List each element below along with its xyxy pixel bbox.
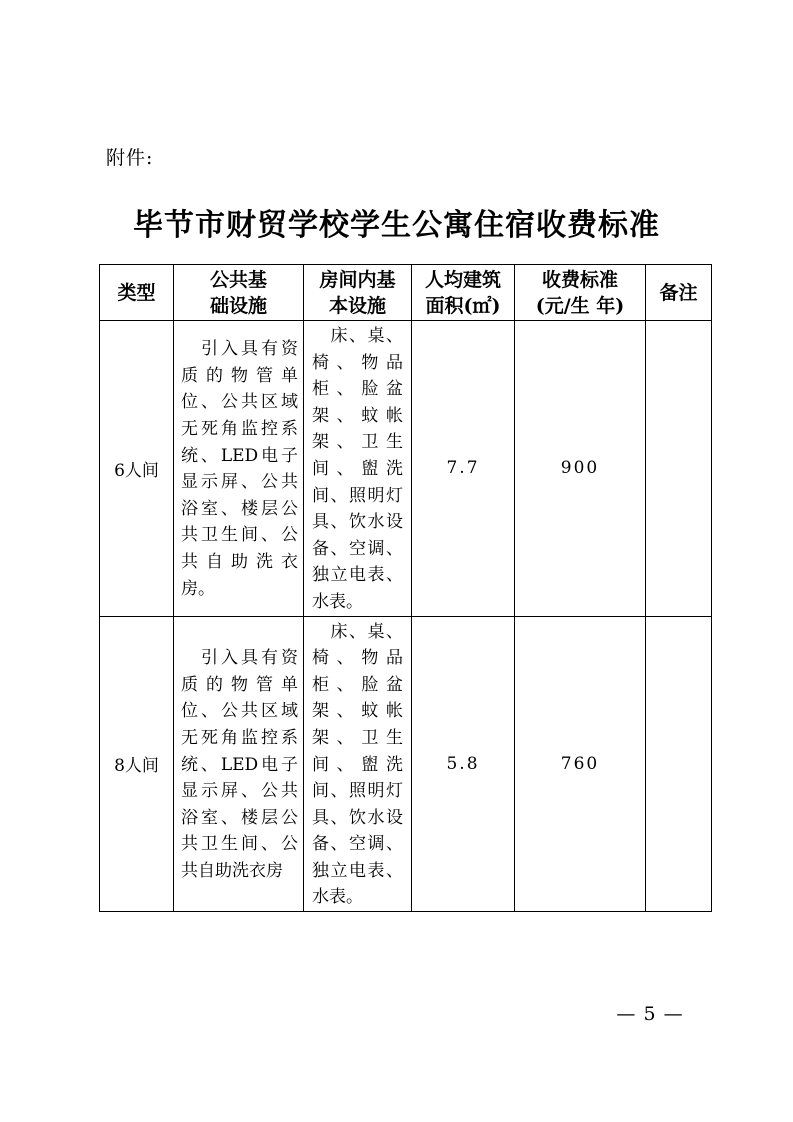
table-header-row bbox=[100, 265, 712, 321]
attachment-label: 附件: bbox=[106, 147, 154, 169]
header-public-facilities: 公共基 础设施 bbox=[174, 265, 304, 321]
area-cell: 5.8 bbox=[412, 616, 515, 912]
header-type: 类型 bbox=[100, 265, 174, 321]
remark-cell bbox=[646, 616, 712, 912]
header-area: 人均建筑 面积(㎡) bbox=[412, 265, 515, 321]
remark-cell bbox=[646, 321, 712, 617]
room-facilities-cell: 床、桌、椅、物品柜、脸盆架、蚊帐架、卫生间、盥洗间、照明灯具、饮水设备、空调、独立电表、水表。 bbox=[304, 616, 412, 912]
header-fee: 收费标准 (元/生 年) bbox=[515, 265, 646, 321]
page-number: — 5 — bbox=[616, 1003, 684, 1025]
public-facilities-cell: 引入具有资质的物管单位、公共区域无死角监控系统、LED电子显示屏、公共浴室、楼层公共卫生间、公共自助洗衣房。 bbox=[174, 321, 304, 617]
fee-cell: 900 bbox=[515, 321, 646, 617]
table-row bbox=[100, 616, 712, 912]
fee-cell: 760 bbox=[515, 616, 646, 912]
header-room-facilities: 房间内基 本设施 bbox=[304, 265, 412, 321]
room-type-cell: 6人间 bbox=[100, 321, 174, 617]
header-remark: 备注 bbox=[646, 265, 712, 321]
area-cell: 7.7 bbox=[412, 321, 515, 617]
page-title: 毕节市财贸学校学生公寓住宿收费标准 bbox=[133, 208, 660, 243]
public-facilities-cell: 引入具有资质的物管单位、公共区域无死角监控系统、LED电子显示屏、公共浴室、楼层公共卫生间、公共自助洗衣房 bbox=[174, 616, 304, 912]
room-facilities-cell: 床、桌、椅、物品柜、脸盆架、蚊帐架、卫生间、盥洗间、照明灯具、饮水设备、空调、独立电表、水表。 bbox=[304, 321, 412, 617]
fee-table bbox=[99, 264, 712, 912]
room-type-cell: 8人间 bbox=[100, 616, 174, 912]
table-row bbox=[100, 321, 712, 617]
